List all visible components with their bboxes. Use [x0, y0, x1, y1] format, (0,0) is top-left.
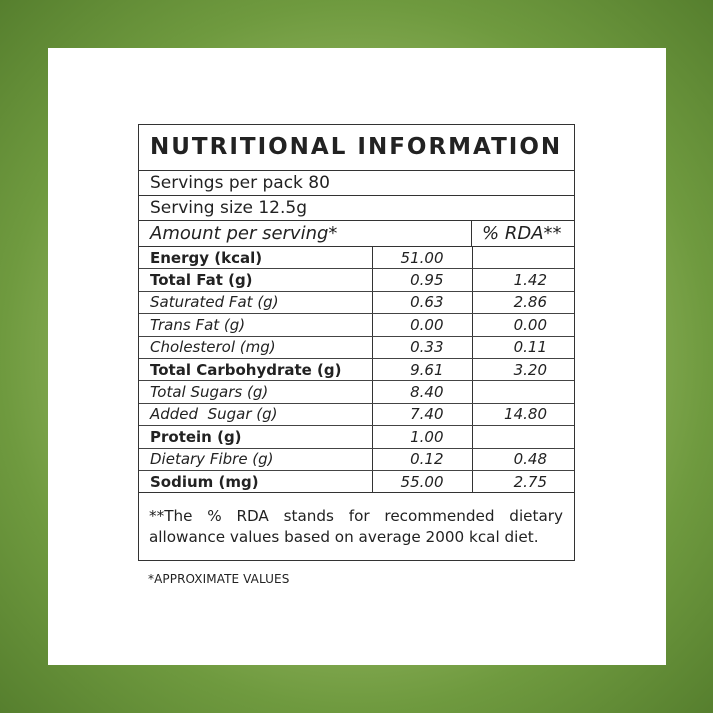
table-row — [139, 269, 574, 291]
label-card — [48, 48, 666, 665]
nutrient-value: 9.61 — [372, 358, 472, 380]
nutrient-rda: 0.00 — [472, 314, 574, 336]
table-row — [139, 291, 574, 313]
nutrient-value: 8.40 — [372, 381, 472, 403]
table-row — [139, 470, 574, 492]
nutrient-value: 0.95 — [372, 269, 472, 291]
nutrient-rda: 1.42 — [472, 269, 574, 291]
table-row — [139, 403, 574, 425]
nutrient-rda — [472, 247, 574, 269]
nutrient-rda: 2.75 — [472, 470, 574, 492]
serving-size: Serving size 12.5g — [139, 196, 574, 221]
nutrient-table — [139, 247, 574, 493]
nutrient-name: Sodium (mg) — [139, 470, 372, 492]
nutrient-rda: 3.20 — [472, 358, 574, 380]
table-row — [139, 314, 574, 336]
rda-header: % RDA** — [482, 223, 562, 244]
column-header-row — [139, 221, 574, 247]
nutrient-name: Total Sugars (g) — [139, 381, 372, 403]
table-row — [139, 426, 574, 448]
panel-title: NUTRITIONAL INFORMATION — [139, 125, 574, 171]
nutrient-value: 0.00 — [372, 314, 472, 336]
nutrient-rda — [472, 426, 574, 448]
rda-footnote: **The % RDA stands for recommended dietary allowance values based on average 2000 kcal diet. — [149, 507, 563, 547]
table-row — [139, 448, 574, 470]
nutrient-name: Added Sugar (g) — [139, 403, 372, 425]
nutrient-value: 55.00 — [372, 470, 472, 492]
nutrient-name: Total Fat (g) — [139, 269, 372, 291]
approximate-values-note: *APPROXIMATE VALUES — [148, 572, 290, 586]
nutrient-name: Protein (g) — [139, 426, 372, 448]
table-row — [139, 336, 574, 358]
amount-header: Amount per serving* — [139, 221, 472, 246]
table-row — [139, 358, 574, 380]
nutrient-name: Total Carbohydrate (g) — [139, 358, 372, 380]
nutrient-rda: 0.48 — [472, 448, 574, 470]
nutrient-value: 0.33 — [372, 336, 472, 358]
nutrient-rda — [472, 381, 574, 403]
nutrition-panel — [138, 124, 575, 561]
nutrient-name: Saturated Fat (g) — [139, 291, 372, 313]
nutrient-value: 1.00 — [372, 426, 472, 448]
table-row — [139, 247, 574, 269]
nutrient-name: Cholesterol (mg) — [139, 336, 372, 358]
nutrient-value: 51.00 — [372, 247, 472, 269]
nutrient-name: Trans Fat (g) — [139, 314, 372, 336]
nutrient-value: 0.12 — [372, 448, 472, 470]
nutrient-rda: 2.86 — [472, 291, 574, 313]
nutrient-name: Energy (kcal) — [139, 247, 372, 269]
nutrient-name: Dietary Fibre (g) — [139, 448, 372, 470]
servings-per-pack: Servings per pack 80 — [139, 171, 574, 196]
nutrient-rda: 0.11 — [472, 336, 574, 358]
nutrient-value: 7.40 — [372, 403, 472, 425]
nutrient-rda: 14.80 — [472, 403, 574, 425]
nutrient-value: 0.63 — [372, 291, 472, 313]
table-row — [139, 381, 574, 403]
